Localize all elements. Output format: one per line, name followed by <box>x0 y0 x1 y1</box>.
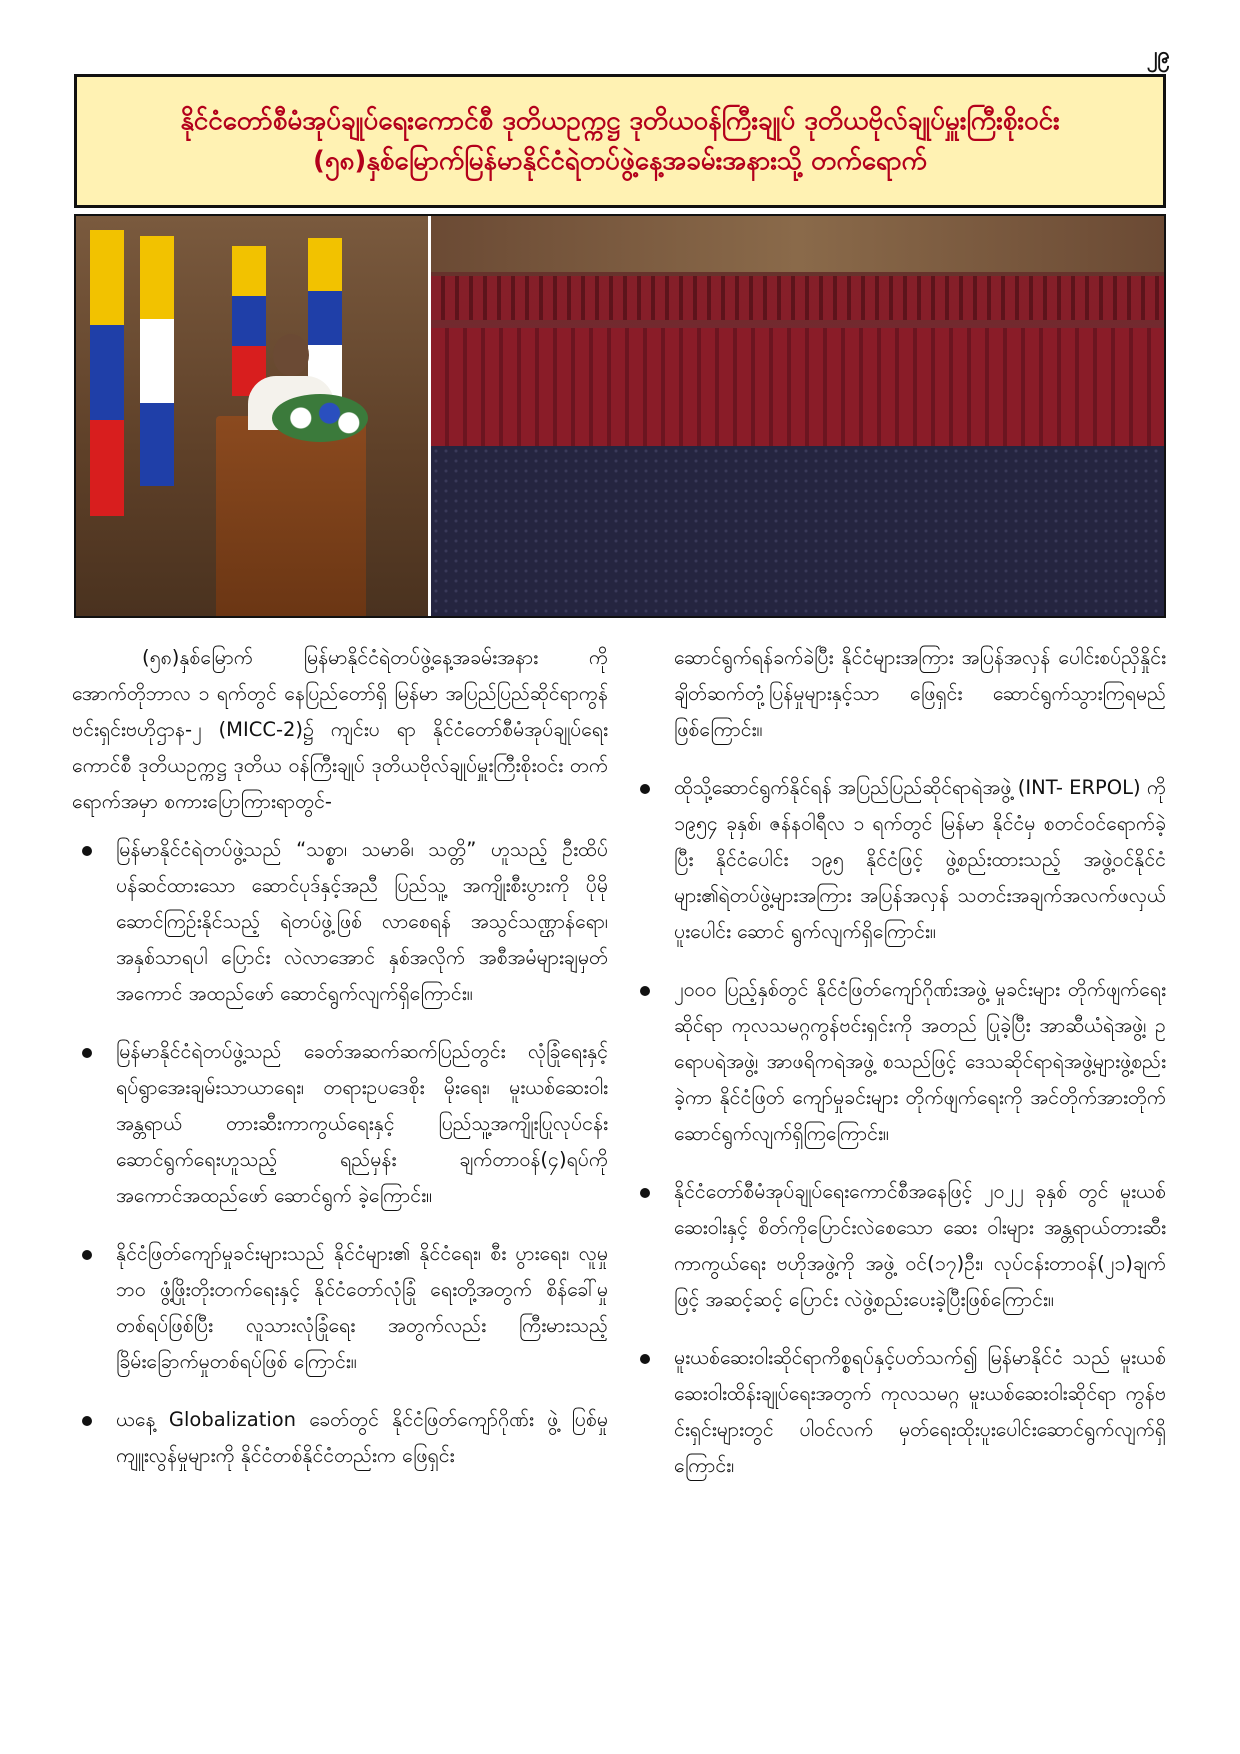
bullet-text: နိုင်ငံတော်စီမံအုပ်ချုပ်ရေးကောင်စီအနေဖြင့် ၂၀၂၂ ခုနှစ် တွင် မူးယစ်ဆေးဝါးနှင့် စိတ်ကိုပြောင်းလဲစေသော ဆေး ဝါးများ အန္တရာယ်တားဆီးကာကွယ်ရေး ဗဟိုအဖွဲ့ကို အဖွဲ့ ဝင်(၁၇)ဦး၊ လုပ်ငန်းတာဝန်(၂၁)ချက်ဖြင့် အဆင့်ဆင့် ပြောင်း လဲဖွဲ့စည်းပေးခဲ့ပြီးဖြစ်ကြောင်း။ <box>674 1180 1166 1311</box>
bullet-text: ၂၀၀၀ ပြည့်နှစ်တွင် နိုင်ငံဖြတ်ကျော်ဂိုဏ်းအဖွဲ့ မှုခင်းများ တိုက်ဖျက်ရေးဆိုင်ရာ ကုလသမဂ္ဂကွန်ဗင်းရှင်းကို အတည် ပြုခဲ့ပြီး အာဆီယံရဲအဖွဲ့၊ ဥရောပရဲအဖွဲ့၊ အာဖရိကရဲအဖွဲ့ စသည်ဖြင့် ဒေသဆိုင်ရာရဲအဖွဲ့များဖွဲ့စည်းခဲ့ကာ နိုင်ငံဖြတ် ကျော်မှုခင်းများ တိုက်ဖျက်ရေးကို အင်တိုက်အားတိုက် ဆောင်ရွက်လျက်ရှိကြကြောင်း။ <box>674 978 1166 1145</box>
bullet-text: မြန်မာနိုင်ငံရဲတပ်ဖွဲ့သည် ခေတ်အဆက်ဆက်ပြည်တွင်း လုံခြုံရေးနှင့် ရပ်ရွာအေးချမ်းသာယာရေး၊ တရားဥပဒေစိုး မိုးရေး၊ မူးယစ်ဆေးဝါးအန္တရာယ် တားဆီးကာကွယ်ရေးနှင့် ပြည်သူ့အကျိုးပြုလုပ်ငန်းဆောင်ရွက်ရေးဟူသည့် ရည်မှန်း ချက်တာဝန်(၄)ရပ်ကို အကောင်အထည်ဖော် ဆောင်ရွက် ခဲ့ကြောင်း။ <box>116 1040 608 1207</box>
intro-paragraph: (၅၈)နှစ်မြောက် မြန်မာနိုင်ငံရဲတပ်ဖွဲ့နေ့အခမ်းအနား ကို အောက်တိုဘာလ ၁ ရက်တွင် နေပြည်တော်ရှိ မြန်မာ အပြည်ပြည်ဆိုင်ရာကွန်ဗင်းရှင်းဗဟိုဌာန-၂ (MICC-2)၌ ကျင်းပ ရာ နိုင်ငံတော်စီမံအုပ်ချုပ်ရေးကောင်စီ ဒုတိယဥက္ကဋ္ဌ ဒုတိယ ဝန်ကြီးချုပ် ဒုတိယဗိုလ်ချုပ်မှူးကြီးစိုးဝင်း တက်ရောက်အမှာ စကားပြောကြားရာတွင်- <box>72 646 608 813</box>
bullet-text: နိုင်ငံဖြတ်ကျော်မှုခင်းများသည် နိုင်ငံများ၏ နိုင်ငံရေး၊ စီး ပွားရေး၊ လူမှုဘဝ ဖွံ့ဖြိုးတိုးတက်ရေးနှင့် နိုင်ငံတော်လုံခြုံ ရေးတို့အတွက် စိန်ခေါ်မှုတစ်ရပ်ဖြစ်ပြီး လူသားလုံခြုံရေး အတွက်လည်း ကြီးမားသည့် ခြိမ်းခြောက်မှုတစ်ရပ်ဖြစ် ကြောင်း။ <box>116 1242 608 1373</box>
bullet-dot-icon <box>82 1250 92 1260</box>
bullet-dot-icon <box>82 1048 92 1058</box>
right-column <box>630 640 1166 1484</box>
hall-ceiling <box>431 216 1164 272</box>
bullet-dot-icon <box>82 1416 92 1426</box>
flag-1 <box>90 230 124 516</box>
flower-arrangement <box>272 394 368 442</box>
bullet-text: ယနေ့ Globalization ခေတ်တွင် နိုင်ငံဖြတ်ကျော်ဂိုဏ်း ဖွဲ့ ပြစ်မှုကျူးလွန်မှုများကို နိုင်ငံတစ်နိုင်ငံတည်းက ဖြေရှင်း <box>116 1408 608 1467</box>
bullet-item <box>630 1340 1166 1484</box>
bullet-dot-icon <box>640 1354 650 1364</box>
speaker-at-podium-photo <box>76 216 428 616</box>
hall-seats <box>431 328 1164 448</box>
headline-line-2: (၅၈)နှစ်မြောက်မြန်မာနိုင်ငံရဲတပ်ဖွဲ့နေ့အခမ်းအနားသို့ တက်ရောက် <box>313 146 927 176</box>
headline-line-1: နိုင်ငံတော်စီမံအုပ်ချုပ်ရေးကောင်စီ ဒုတိယဥက္ကဋ္ဌ ဒုတိယဝန်ကြီးချုပ် ဒုတိယဗိုလ်ချုပ်မှူးကြီးစိုးဝင်း <box>180 105 1060 136</box>
bullet-dot-icon <box>640 784 650 794</box>
bullet-item <box>72 1236 608 1380</box>
bullet-text: ထိုသို့ဆောင်ရွက်နိုင်ရန် အပြည်ပြည်ဆိုင်ရာရဲအဖွဲ့ (INT- ERPOL) ကို ၁၉၅၄ ခုနှစ်၊ ဇန်နဝါရီလ ၁ ရက်တွင် မြန်မာ နိုင်ငံမှ စတင်ဝင်ရောက်ခဲ့ပြီး နိုင်ငံပေါင်း ၁၉၅ နိုင်ငံဖြင့် ဖွဲ့စည်းထားသည့် အဖွဲ့ဝင်နိုင်ငံများ၏ရဲတပ်ဖွဲ့များအကြား အပြန်အလှန် သတင်းအချက်အလက်ဖလှယ်ပူးပေါင်း ဆောင် ရွက်လျက်ရှိကြောင်း။ <box>674 776 1166 943</box>
photo-strip <box>74 214 1166 618</box>
article-columns <box>72 640 1166 1484</box>
hall-floor <box>431 446 1164 616</box>
right-bullet-list <box>630 640 1166 1484</box>
bullet-dot-icon <box>640 986 650 996</box>
bullet-item <box>72 1402 608 1474</box>
bullet-continuation <box>630 640 1166 748</box>
left-column <box>72 640 608 1484</box>
bullet-item <box>630 1174 1166 1318</box>
page-number: ၂၉ <box>1146 43 1170 68</box>
bullet-text: ဆောင်ရွက်ရန်ခက်ခဲပြီး နိုင်ငံများအကြား အပြန်အလှန် ပေါင်းစပ်ညှိနှိုင်း ချိတ်ဆက်တုံ့ပြန်မှုများနှင့်သာ ဖြေရှင်း ဆောင်ရွက်သွားကြရမည်ဖြစ်ကြောင်း။ <box>674 646 1166 741</box>
bullet-dot-icon <box>82 846 92 856</box>
headline-box <box>74 74 1166 208</box>
auditorium-audience-photo <box>428 216 1164 616</box>
bullet-item <box>630 972 1166 1152</box>
bullet-item <box>72 1034 608 1214</box>
left-bullet-list <box>72 832 608 1474</box>
bullet-dot-icon <box>640 1188 650 1198</box>
bullet-item <box>72 832 608 1012</box>
hall-balcony <box>431 276 1164 320</box>
bullet-item <box>630 770 1166 950</box>
flag-2 <box>140 236 174 486</box>
bullet-text: မြန်မာနိုင်ငံရဲတပ်ဖွဲ့သည် “သစ္စာ၊ သမာဓိ၊ သတ္တိ” ဟူသည့် ဦးထိပ်ပန်ဆင်ထားသော ဆောင်ပုဒ်နှင့်အညီ ပြည်သူ့ အကျိုးစီးပွားကို ပိုမိုဆောင်ကြဉ်းနိုင်သည့် ရဲတပ်ဖွဲ့ဖြစ် လာစေရန် အသွင်သဏ္ဌာန်ရော၊ အနှစ်သာရပါ ပြောင်း လဲလာအောင် နှစ်အလိုက် အစီအမံများချမှတ်အကောင် အထည်ဖော် ဆောင်ရွက်လျက်ရှိကြောင်း။ <box>116 838 608 1005</box>
bullet-text: မူးယစ်ဆေးဝါးဆိုင်ရာကိစ္စရပ်နှင့်ပတ်သက်၍ မြန်မာနိုင်ငံ သည် မူးယစ်ဆေးဝါးထိန်းချုပ်ရေးအတွက် ကုလသမဂ္ဂ မူးယစ်ဆေးဝါးဆိုင်ရာ ကွန်ဗင်းရှင်းများတွင် ပါဝင်လက် မှတ်ရေးထိုးပူးပေါင်းဆောင်ရွက်လျက်ရှိကြောင်း၊ <box>674 1346 1166 1477</box>
podium <box>216 416 366 616</box>
